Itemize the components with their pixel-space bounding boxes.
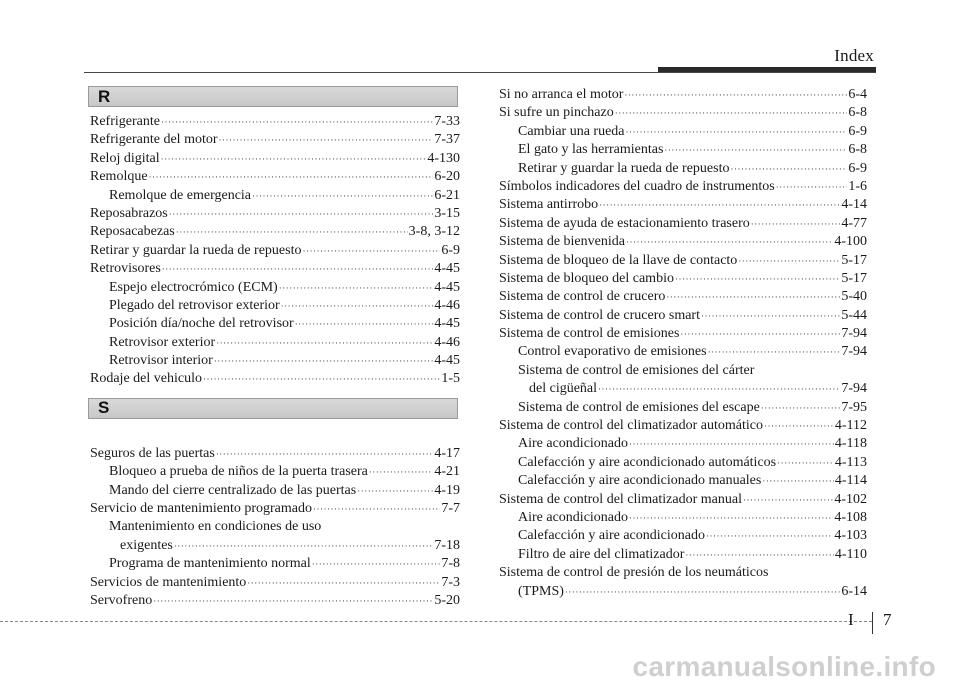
index-entry[interactable] (90, 260, 460, 278)
index-subentry[interactable] (499, 123, 867, 141)
dot-leader (776, 178, 848, 196)
dot-leader (176, 223, 408, 241)
dot-leader (708, 343, 841, 361)
entry-text: Sistema de control del climatizador manual (499, 491, 742, 507)
dot-leader (761, 399, 841, 417)
entry-text: Cambiar una rueda (518, 123, 625, 139)
index-entry[interactable] (499, 288, 867, 306)
entry-page: 4-112 (834, 418, 867, 434)
index-entry[interactable] (90, 500, 460, 518)
index-subentry[interactable] (90, 463, 460, 481)
chapter-marker: I (848, 610, 854, 629)
index-subentry[interactable] (499, 343, 867, 361)
index-entry[interactable] (499, 233, 867, 251)
dot-leader (762, 472, 834, 490)
entry-page: 4-114 (834, 473, 867, 489)
footer-divider (872, 612, 873, 634)
dot-leader (169, 205, 434, 223)
index-subentry[interactable] (499, 546, 867, 564)
index-subentry[interactable] (90, 315, 460, 333)
entry-page: 7-37 (434, 132, 460, 148)
dot-leader (161, 113, 433, 131)
entry-page: 7-18 (434, 537, 460, 553)
entry-page: 4-19 (434, 482, 460, 498)
index-entry[interactable] (90, 223, 460, 241)
entry-page: 4-46 (434, 334, 460, 350)
entry-page: 7-94 (841, 326, 867, 342)
entry-text: Remolque de emergencia (109, 187, 252, 203)
dot-leader (203, 370, 440, 388)
dot-leader (161, 150, 427, 168)
entry-page: 6-8 (848, 142, 867, 158)
entry-page: 5-17 (841, 270, 867, 286)
entry-text: Calefacción y aire acondicionado manuales (518, 473, 762, 489)
entry-text: Control evaporativo de emisiones (518, 344, 707, 360)
entry-page: 5-40 (841, 289, 867, 305)
dot-leader (295, 315, 434, 333)
dot-leader (312, 555, 441, 573)
index-entry[interactable] (90, 242, 460, 260)
entry-text: Posición día/noche del retrovisor (109, 316, 294, 332)
dot-leader (219, 131, 434, 149)
entry-text: Seguros de las puertas (90, 445, 215, 461)
dot-leader (738, 252, 840, 270)
index-entry[interactable] (90, 131, 460, 149)
dot-leader (247, 574, 440, 592)
index-subentry[interactable] (499, 583, 867, 601)
dot-leader (149, 168, 434, 186)
left-column (90, 86, 460, 610)
entry-page: 4-17 (434, 445, 460, 461)
watermark: carmanualsonline.info (632, 651, 936, 682)
entry-text: Sistema de control del climatizador automático (499, 418, 763, 434)
entry-page: 4-103 (834, 528, 867, 544)
dot-leader (153, 592, 433, 610)
dot-leader (252, 187, 433, 205)
entry-page: 7-7 (441, 501, 460, 517)
index-subentry[interactable] (499, 380, 867, 398)
entry-text: Reposacabezas (90, 224, 175, 240)
entry-text: Servicio de mantenimiento programado (90, 501, 312, 517)
index-entry-heading: Sistema de control de presión de los neumáticos (499, 565, 769, 581)
entry-page: 4-21 (434, 464, 460, 480)
section-s-entries (90, 445, 460, 611)
dot-leader (730, 160, 847, 178)
entry-page: 1-6 (848, 178, 867, 194)
entry-text: Refrigerante (90, 114, 160, 129)
entry-page: 6-8 (848, 105, 867, 121)
index-subentry[interactable] (90, 537, 460, 555)
entry-text: Programa de mantenimiento normal (109, 556, 311, 572)
index-entry[interactable] (90, 574, 460, 592)
entry-text: Plegado del retrovisor exterior (109, 297, 280, 313)
entry-text: Reposabrazos (90, 205, 168, 221)
index-entry[interactable] (499, 307, 867, 325)
entry-text: Servicios de mantenimiento (90, 574, 247, 590)
dot-leader (764, 417, 834, 435)
entry-text: exigentes (120, 537, 173, 553)
index-entry[interactable] (499, 104, 867, 122)
entry-text: Bloqueo a prueba de niños de la puerta trasera (109, 464, 368, 480)
entry-text: Reloj digital (90, 150, 160, 166)
section-letter: R (98, 86, 111, 106)
dot-leader (214, 352, 434, 370)
entry-page: 4-130 (427, 150, 460, 166)
entry-page: 4-108 (834, 509, 867, 525)
entry-text: Retrovisor interior (109, 353, 213, 369)
entry-text: El gato y las herramientas (518, 142, 664, 158)
entry-page: 7-94 (841, 344, 867, 360)
entry-text: Retirar y guardar la rueda de repuesto (518, 160, 730, 176)
entry-text: Sistema antirrobo (499, 197, 599, 213)
section-r-entries (90, 113, 460, 389)
dot-leader (216, 445, 434, 463)
entry-page: 7-8 (441, 556, 460, 572)
entry-text: Sistema de bloqueo del cambio (499, 270, 674, 286)
index-entry[interactable] (499, 270, 867, 288)
index-entry[interactable] (90, 205, 460, 223)
entry-page: 6-20 (434, 169, 460, 185)
entry-page: 4-110 (834, 546, 867, 562)
index-subentry[interactable] (499, 435, 867, 453)
entry-page: 6-9 (441, 242, 460, 258)
dot-leader (357, 482, 433, 500)
entry-page: 3-8, 3-12 (408, 224, 460, 240)
entry-page: 4-45 (434, 279, 460, 295)
entry-page: 4-102 (834, 491, 867, 507)
dot-leader (162, 260, 434, 278)
entry-text: Calefacción y aire acondicionado automáticos (518, 454, 777, 470)
index-subentry[interactable] (499, 141, 867, 159)
entry-page: 6-9 (848, 123, 867, 139)
dot-leader (680, 325, 840, 343)
dot-leader (706, 527, 833, 545)
dot-leader (664, 141, 847, 159)
index-entry[interactable] (499, 215, 867, 233)
index-subentry[interactable] (499, 509, 867, 527)
entry-page: 7-33 (434, 114, 460, 129)
entry-text: Si no arranca el motor (499, 87, 624, 102)
entry-page: 6-14 (841, 583, 867, 599)
footer-rule (0, 621, 872, 622)
dot-leader (777, 454, 834, 472)
index-entry[interactable] (499, 178, 867, 196)
entry-page: 4-45 (434, 316, 460, 332)
dot-leader (685, 546, 833, 564)
dot-leader (629, 435, 834, 453)
page-number: 7 (883, 610, 892, 629)
entry-text: Calefacción y aire acondicionado (518, 528, 705, 544)
entry-text: Sistema de bienvenida (499, 234, 625, 250)
index-subentry[interactable] (90, 352, 460, 370)
index-entry[interactable] (90, 592, 460, 610)
entry-page: 4-14 (841, 197, 867, 213)
index-entry[interactable] (90, 113, 460, 131)
entry-text: Sistema de control de crucero (499, 289, 666, 305)
entry-text: Retrovisores (90, 261, 161, 277)
index-entry[interactable] (499, 252, 867, 270)
entry-text: Aire acondicionado (518, 509, 629, 525)
index-subentry[interactable] (90, 279, 460, 297)
dot-leader (599, 196, 840, 214)
right-column (499, 86, 867, 601)
dot-leader (701, 307, 840, 325)
index-entry[interactable] (499, 86, 867, 104)
entry-page: 5-44 (841, 307, 867, 323)
index-entry[interactable] (90, 168, 460, 186)
entry-page: 7-95 (841, 399, 867, 415)
entry-text: del cigüeñal (529, 381, 598, 397)
dot-leader (281, 297, 434, 315)
entry-page: 4-118 (834, 436, 867, 452)
entry-text: Refrigerante del motor (90, 132, 218, 148)
index-subentry[interactable] (90, 334, 460, 352)
index-subentry[interactable] (90, 482, 460, 500)
entry-text: Sistema de bloqueo de la llave de contacto (499, 252, 738, 268)
entry-text: Rodaje del vehiculo (90, 371, 202, 387)
dot-leader (743, 491, 833, 509)
index-subentry[interactable] (499, 527, 867, 545)
index-subentry[interactable] (499, 160, 867, 178)
index-entry[interactable] (499, 491, 867, 509)
entry-text: Símbolos indicadores del cuadro de instrumentos (499, 178, 775, 194)
page-title: Index (834, 46, 874, 65)
section-header-r (88, 86, 458, 107)
entry-text: Aire acondicionado (518, 436, 629, 452)
index-subentry[interactable] (90, 555, 460, 573)
entry-page: 4-45 (434, 353, 460, 369)
entry-text: Mando del cierre centralizado de las puertas (109, 482, 357, 498)
index-subentry[interactable] (90, 187, 460, 205)
index-subentry[interactable] (499, 399, 867, 417)
entry-page: 6-9 (848, 160, 867, 176)
entry-text: Sistema de ayuda de estacionamiento trasero (499, 215, 750, 231)
entry-page: 1-5 (441, 371, 460, 387)
dot-leader (675, 270, 840, 288)
entry-page: 4-113 (834, 454, 867, 470)
dot-leader (302, 242, 440, 260)
entry-page: 7-94 (841, 381, 867, 397)
entry-text: Servofreno (90, 592, 153, 608)
entry-page: 4-45 (434, 261, 460, 277)
entry-page: 6-21 (434, 187, 460, 203)
index-subentry[interactable] (499, 472, 867, 490)
index-subentry[interactable] (90, 297, 460, 315)
entry-page: 5-17 (841, 252, 867, 268)
index-subentry-heading: Mantenimiento en condiciones de uso (109, 519, 322, 535)
entry-page: 7-3 (441, 574, 460, 590)
entry-text: Si sufre un pinchazo (499, 105, 614, 121)
entry-text: Sistema de control de emisiones del escape (518, 399, 760, 415)
index-entry[interactable] (499, 325, 867, 343)
dot-leader (615, 104, 848, 122)
entry-text: Filtro de aire del climatizador (518, 546, 685, 562)
index-entry[interactable] (499, 417, 867, 435)
index-entry[interactable] (90, 370, 460, 388)
entry-page: 4-77 (841, 215, 867, 231)
header-rule (84, 72, 876, 73)
entry-page: 4-100 (834, 234, 867, 250)
index-entry[interactable] (90, 445, 460, 463)
dot-leader (751, 215, 841, 233)
entry-text: Sistema de control de emisiones (499, 326, 680, 342)
dot-leader (216, 334, 433, 352)
entry-page: 6-4 (848, 87, 867, 102)
dot-leader (629, 509, 833, 527)
entry-page: 3-15 (434, 205, 460, 221)
entry-text: Remolque (90, 169, 148, 185)
dot-leader (369, 463, 433, 481)
entry-text: Sistema de control de crucero smart (499, 307, 700, 323)
entry-text: Retirar y guardar la rueda de repuesto (90, 242, 302, 258)
dot-leader (598, 380, 840, 398)
entry-page: 5-20 (434, 592, 460, 608)
dot-leader (626, 123, 848, 141)
entry-page: 4-46 (434, 297, 460, 313)
section-letter: S (98, 398, 110, 418)
entry-text: Retrovisor exterior (109, 334, 216, 350)
index-subentry-heading: Sistema de control de emisiones del cárter (518, 362, 755, 378)
dot-leader (666, 288, 840, 306)
index-subentry[interactable] (499, 454, 867, 472)
dot-leader (174, 537, 433, 555)
section-header-s (88, 398, 458, 419)
index-entry[interactable] (499, 196, 867, 214)
dot-leader (279, 279, 434, 297)
dot-leader (624, 86, 847, 104)
entry-text: Espejo electrocrómico (ECM) (109, 279, 278, 295)
dot-leader (313, 500, 440, 518)
index-entry[interactable] (90, 150, 460, 168)
entry-text: (TPMS) (518, 583, 564, 599)
dot-leader (626, 233, 833, 251)
dot-leader (565, 583, 840, 601)
